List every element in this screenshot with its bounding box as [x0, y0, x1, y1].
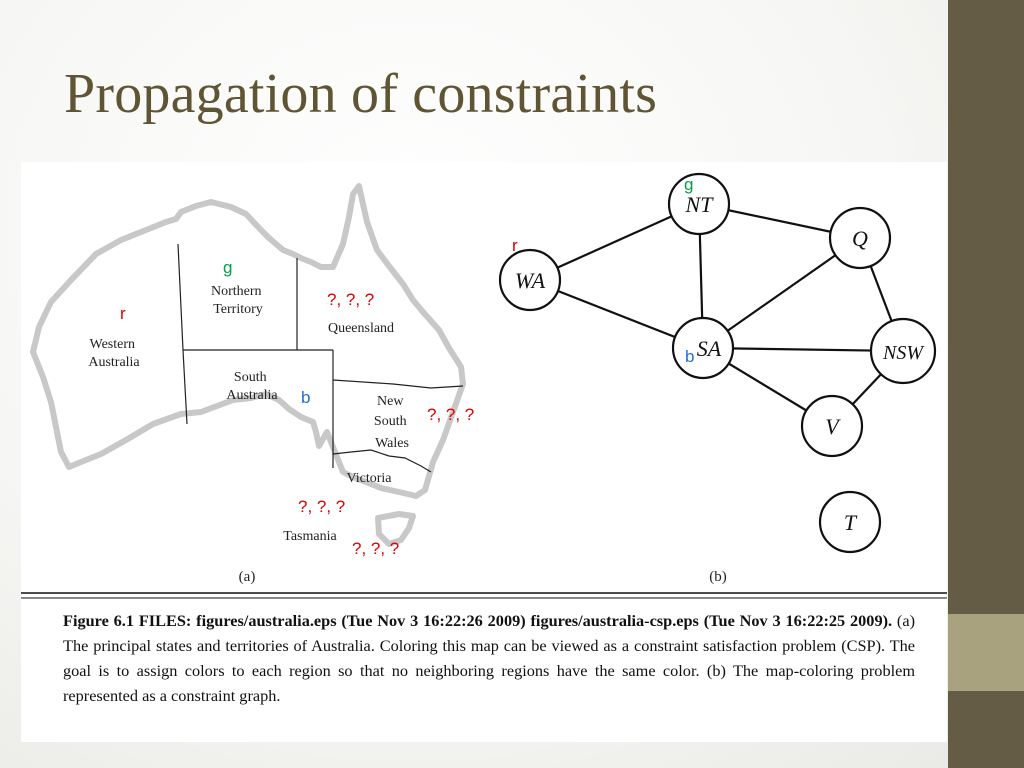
node-wa: [500, 250, 560, 310]
node-t: [820, 492, 880, 552]
australia-map: [33, 186, 474, 585]
sublabel-b: (b): [709, 569, 727, 585]
svg-text:WA: WA: [514, 268, 546, 293]
node-nsw: [871, 319, 935, 383]
svg-text:NT: NT: [685, 192, 713, 217]
sidebar-band-bottom: [948, 691, 1024, 768]
slide-title: Propagation of constraints: [64, 63, 658, 125]
border-q-nsw: [333, 380, 463, 388]
annotation-v: ?, ?, ?: [298, 497, 346, 516]
annotation-sa: b: [301, 388, 311, 407]
svg-text:NSW: NSW: [883, 342, 923, 364]
node-q: [830, 208, 890, 268]
node-nt: [669, 174, 729, 234]
graph-annotation-sa: b: [685, 347, 695, 366]
node-sa: [673, 318, 733, 378]
label-south-australia: South Australia: [226, 370, 278, 403]
annotation-nt: g: [223, 258, 233, 277]
sidebar-band-top: [948, 0, 1024, 614]
label-northern-territory: Northern Territory: [210, 284, 263, 317]
sidebar-band-accent: [948, 614, 1024, 691]
annotation-q: ?, ?, ?: [327, 290, 375, 309]
label-queensland: Queensland: [327, 321, 395, 336]
label-tasmania: Tasmania: [283, 529, 337, 544]
graph-annotation-wa: r: [512, 236, 518, 255]
svg-text:T: T: [843, 510, 857, 535]
svg-text:Q: Q: [852, 226, 868, 251]
border-nsw-v: [333, 450, 431, 472]
svg-text:SA: SA: [696, 336, 722, 361]
annotation-nsw: ?, ?, ?: [427, 405, 475, 424]
graph-annotation-nt: g: [684, 175, 694, 194]
caption-body: (a) The principal states and territories of Australia. Coloring this map can be viewed as a constraint satisfaction problem (CSP). The goal is to assign colors to each region so that no neighboring regions have the same color. (b) The map-coloring problem represented as a constraint graph.: [63, 611, 916, 705]
figure-drawing: [21, 162, 947, 602]
annotation-t: ?, ?, ?: [352, 539, 400, 558]
sublabel-a: (a): [238, 569, 256, 585]
annotation-wa: r: [120, 304, 126, 323]
label-western-australia: Western Australia: [88, 337, 140, 370]
figure-caption: [63, 608, 915, 708]
label-new-south-wales: New South Wales: [373, 394, 409, 451]
node-v: [802, 396, 862, 456]
caption-heading: Figure 6.1 FILES: figures/australia.eps (Tue Nov 3 16:22:26 2009) figures/australia-csp.eps (Tue Nov 3 16:22:25 2009).: [63, 611, 893, 630]
label-victoria: Victoria: [346, 471, 392, 486]
svg-text:V: V: [825, 414, 839, 439]
figure-panel: [21, 162, 947, 742]
constraint-graph: [500, 174, 935, 585]
border-wa: [178, 244, 187, 424]
